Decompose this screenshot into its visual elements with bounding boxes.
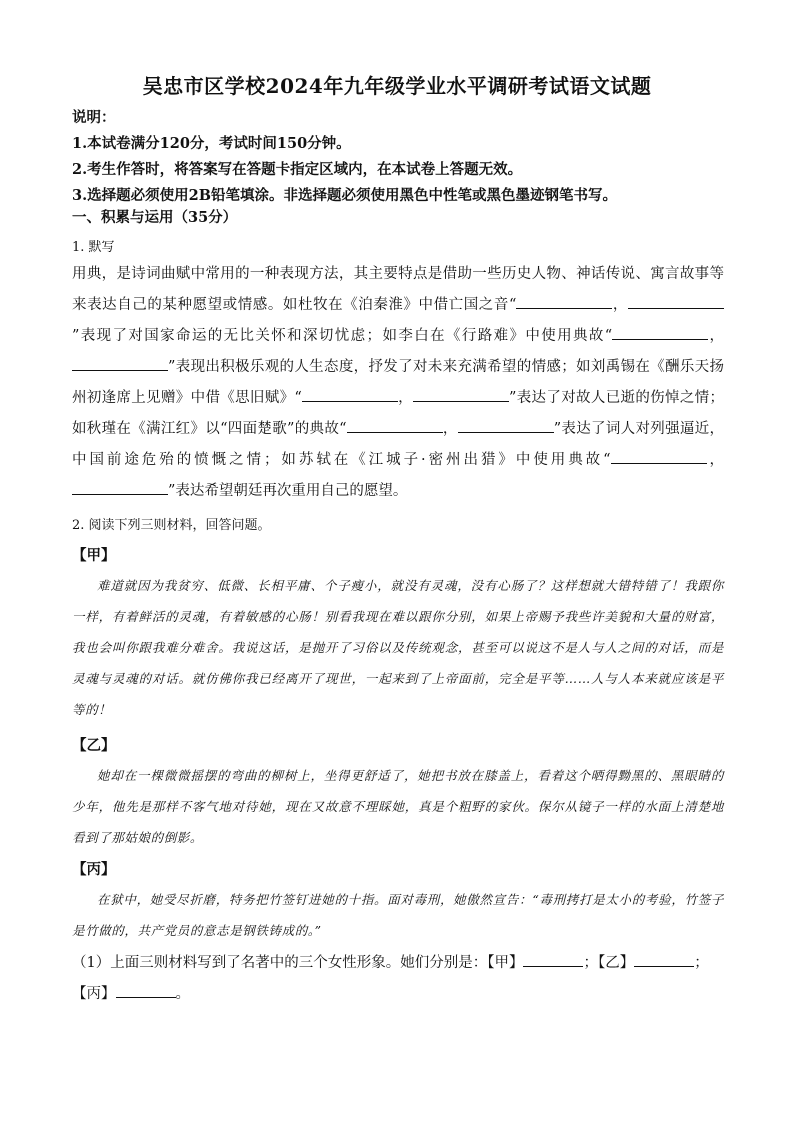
- question-1-text: [72, 259, 724, 507]
- sub1-text-part: ；: [694, 955, 709, 971]
- material-jia-text: 难道就因为我贫穷、低微、长相平庸、个子瘦小，就没有灵魂，没有心肠了？这样想就大错特错了！我跟你一样，有着鲜活的灵魂，有着敏感的心肠！别看我现在难以跟你分别，如果上帝赐予我些许美貌和大量的财富，我也会叫你跟我难分难舍。我说这话，是抛开了习俗以及传统观念，甚至可以说这不是人与人之间的对话，而是灵魂与灵魂的对话。就仿佛你我已经离开了现世，一起来到了上帝面前，完全是平等……人与人本来就应该是平等的！: [72, 578, 724, 717]
- q1-text-part: ”表达希望朝廷再次重用自己的愿望。: [168, 483, 408, 499]
- q1-text-part: ”表现了对国家命运的无比关怀和深切忧虑；如李白在《行路难》中使用典故“: [72, 328, 613, 344]
- question-1-label: 1. 默写: [72, 240, 115, 255]
- answer-blank[interactable]: [302, 385, 398, 402]
- material-yi-tag: 【乙】: [72, 737, 116, 754]
- sub1-text-part: ；【乙】: [583, 955, 635, 971]
- sub1-text-part: 。: [175, 986, 190, 1002]
- material-yi-text: 她却在一棵微微摇摆的弯曲的柳树上，坐得更舒适了，她把书放在膝盖上，看着这个晒得黝黑的、黑眼睛的少年，他先是那样不客气地对待她，现在又故意不理睬她，真是个粗野的家伙。保尔从镜子一样的水面上清楚地看到了那姑娘的倒影。: [72, 768, 724, 845]
- material-bing-tag: 【丙】: [72, 861, 116, 878]
- q1-text-part: ，: [442, 421, 458, 437]
- sub1-text-part: （1）上面三则材料写到了名著中的三个女性形象。她们分别是：【甲】: [72, 955, 524, 971]
- answer-blank[interactable]: [72, 478, 168, 495]
- material-jia-tag: 【甲】: [72, 547, 116, 564]
- answer-blank[interactable]: [612, 323, 708, 340]
- sub1-text-part: 【丙】: [72, 986, 116, 1002]
- q1-text-part: ”表现出积极乐观的人生态度，抒发了对未来充满希望的情感；如刘禹锡在《酬乐天扬州初逢席上见赠》中借《思旧赋》“: [72, 359, 724, 406]
- q1-text-part: ，: [708, 328, 725, 344]
- instruction-item-1: 1.本试卷满分120分，考试时间150分钟。: [72, 135, 351, 152]
- question-2-label: 2. 阅读下列三则材料，回答问题。: [72, 518, 271, 533]
- q1-text-part: ”表达了对故人已逝的伤悼之情；如秋瑾在《满江红》以“四面楚歌”的典故“: [72, 390, 724, 437]
- answer-blank[interactable]: [116, 981, 176, 998]
- answer-blank[interactable]: [516, 292, 612, 309]
- instruction-item-2: 2.考生作答时，将答案写在答题卡指定区域内，在本试卷上答题无效。: [72, 161, 523, 178]
- instructions-heading: 说明：: [72, 109, 116, 126]
- q1-text-part: ，: [397, 390, 413, 406]
- material-bing-text: 在狱中，她受尽折磨，特务把竹签钉进她的十指。面对毒刑，她傲然宣告：“毒刑拷打是太小的考验，竹签子是竹做的，共产党员的意志是钢铁铸成的。”: [72, 892, 724, 938]
- answer-blank[interactable]: [611, 447, 707, 464]
- q1-text-part: 用典，是诗词曲赋中常用的一种表现方法，其主要特点是借助一些历史人物、神话传说、寓言故事等来表达自己的某种愿望或情感。如杜牧在《泊秦淮》中借亡国之音“: [72, 266, 724, 313]
- answer-blank[interactable]: [72, 354, 168, 371]
- answer-blank[interactable]: [413, 385, 509, 402]
- section-heading: 一、积累与运用（35分）: [72, 209, 238, 226]
- question-2-sub1: [72, 950, 709, 972]
- q1-text-part: ，: [612, 297, 628, 313]
- answer-blank[interactable]: [458, 416, 554, 433]
- question-2-sub1-cont: [72, 981, 190, 1003]
- answer-blank[interactable]: [634, 950, 694, 967]
- answer-blank[interactable]: [628, 292, 724, 309]
- q1-text-part: ，: [706, 452, 724, 468]
- instruction-item-3: 3.选择题必须使用2B铅笔填涂。非选择题必须使用黑色中性笔或黑色墨迹钢笔书写。: [72, 187, 617, 204]
- answer-blank[interactable]: [347, 416, 443, 433]
- q1-text-part: ”表达了词人对列强逼近，中国前途危殆的愤慨之情；如苏轼在《江城子·密州出猎》中使用典故“: [72, 421, 724, 468]
- page-title: 吴忠市区学校2024年九年级学业水平调研考试语文试题: [142, 74, 652, 98]
- answer-blank[interactable]: [523, 950, 583, 967]
